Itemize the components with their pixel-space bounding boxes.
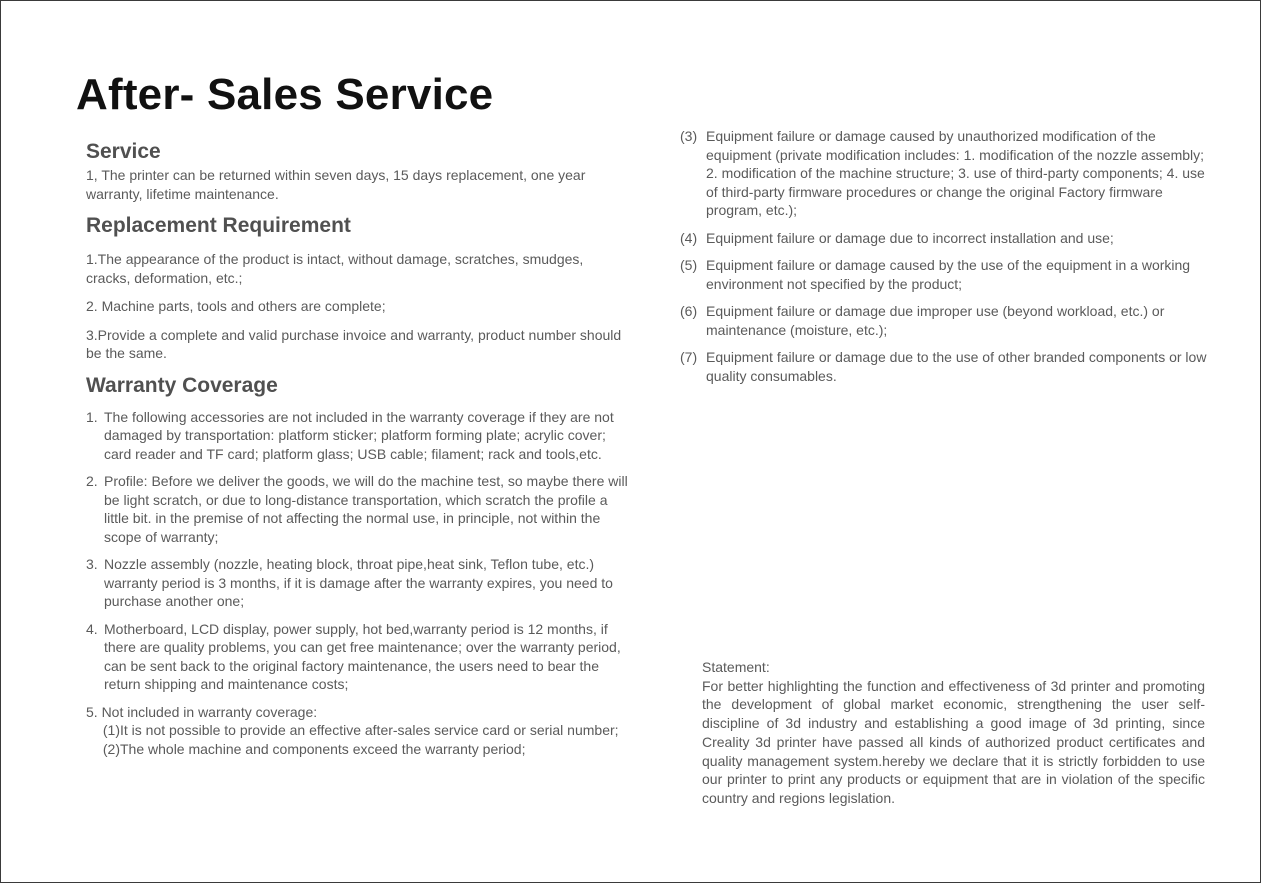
statement-text: For better highlighting the function and effectiveness of 3d printer and promoting the development of global market economic, strengthening the user self-discipline of 3d industry and establishing a good image of 3d printing, since Creality 3d printer have passed all kinds of authorized product certificates and quality management system.hereby we declare that it is strictly forbidden to use our printer to print any products or equipment that are in violation of the specific country and regions legislation. [702,677,1205,806]
item-number: 1. [86,408,98,425]
statement-label: Statement: [702,659,770,675]
not-included-item [86,740,631,759]
item-text: Profile: Before we deliver the goods, we will do the machine test, so maybe there will be light scratch, or due to long-distance transportation, which scratch the profile a little bit. in the premise of not affecting the normal use, in principle, not within the scope of warranty; [104,473,628,545]
item-number: 3. [86,556,98,572]
statement-block [702,658,1205,808]
service-heading: Service [86,140,161,163]
warranty-item [86,408,631,464]
item-text: Equipment failure or damage due improper use (beyond workload, etc.) or maintenance (moisture, etc.); [706,303,1165,338]
not-included-item [86,721,631,740]
item-number: 2. [86,473,98,489]
not-included-list [86,721,631,758]
warranty-item [86,620,631,694]
item-number: (4) [680,229,698,246]
warranty-list [86,408,631,759]
item-text: Equipment failure or damage due to incorrect installation and use; [706,229,1114,246]
exclusion-item [680,256,1215,293]
item-text: The whole machine and components exceed the warranty period; [120,740,526,757]
replacement-item: 3.Provide a complete and valid purchase invoice and warranty, product number should be the same. [86,326,622,361]
item-text: It is not possible to provide an effective after-sales service card or serial number; [120,722,619,738]
item-text: Equipment failure or damage caused by the use of the equipment in a working environment not specified by the product; [706,257,1191,292]
warranty-item [86,472,631,546]
item-number: (2) [102,740,120,757]
replacement-heading: Replacement Requirement [86,214,351,237]
item-number: (1) [102,722,120,738]
exclusion-item [680,302,1215,339]
replacement-item: 1.The appearance of the product is intact, without damage, scratches, smudges, cracks, deformation, etc.; [86,251,584,286]
item-text: Motherboard, LCD display, power supply, hot bed,warranty period is 12 months, if there are quality problems, you can get free maintenance; over the warranty period, can be sent back to the original factory maintenance, the users need to bear the return shipping and maintenance costs; [104,620,621,692]
exclusion-item [680,127,1215,220]
item-text: Equipment failure or damage due to the use of other branded components or low quality consumables. [706,349,1207,384]
warranty-heading: Warranty Coverage [86,373,278,397]
page-title: After- Sales Service [76,70,494,119]
right-column [680,127,1215,394]
exclusion-item [680,229,1215,248]
item-number: (3) [680,128,698,144]
warranty-item [86,555,631,611]
item-number: (7) [680,349,698,365]
exclusion-item [680,348,1215,385]
item-number: (6) [680,303,698,319]
item-text: Equipment failure or damage caused by unauthorized modification of the equipment (private modification includes: 1. modification of the nozzle assembly; 2. modification of the machine structure; 3. use of third-party components; 4. use of third-party firmware procedures or change the original Factory firmware program, etc.); [706,128,1205,218]
item-text: Nozzle assembly (nozzle, heating block, throat pipe,heat sink, Teflon tube, etc.) warranty period is 3 months, if it is damage after the warranty expires, you need to purchase another one; [104,556,613,609]
item-text: The following accessories are not included in the warranty coverage if they are not damaged by transportation: platform sticker; platform forming plate; acrylic cover; card reader and TF card; platform glass; USB cable; filament; rack and tools,etc. [104,408,614,462]
not-included-heading: 5. Not included in warranty coverage: [86,703,318,720]
replacement-item: 2. Machine parts, tools and others are complete; [86,298,386,314]
item-number: (5) [680,257,698,273]
service-text: 1, The printer can be returned within seven days, 15 days replacement, one year warranty, lifetime maintenance. [86,167,586,202]
item-number: 4. [86,620,98,637]
left-column [86,138,631,758]
